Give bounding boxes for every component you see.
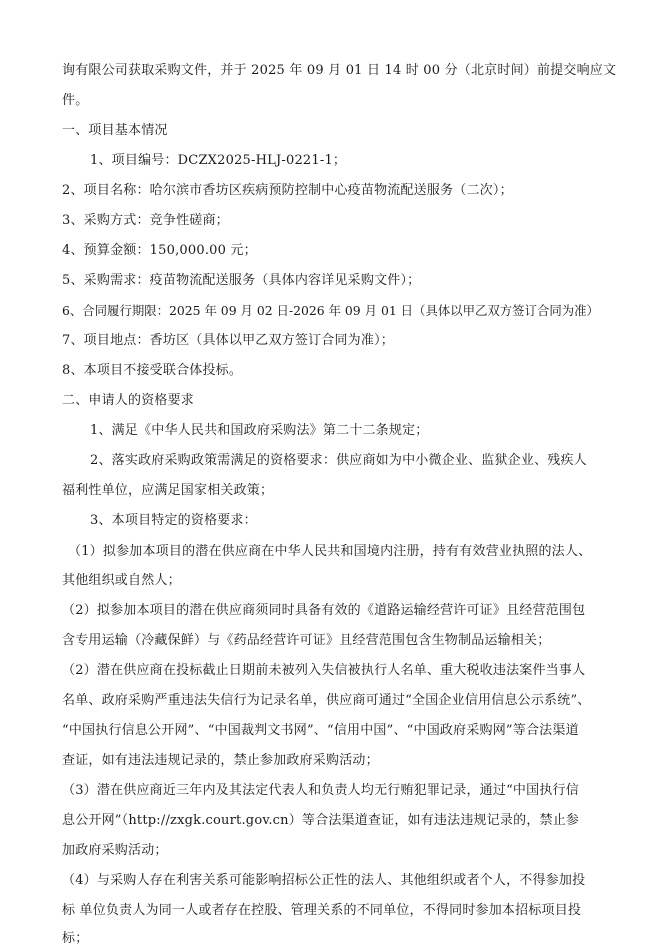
section-heading: 一、项目基本情况 [62,123,168,138]
text-line: （4）与采购人存在利害关系可能影响招标公正性的法人、其他组织或者个人，不得参加投 [62,873,586,888]
text-line: 3、采购方式：竞争性磋商； [62,213,229,228]
text-line: 含专用运输（冷藏保鲜）与《药品经营许可证》且经营范围包含生物制品运输相关； [62,633,551,648]
text-line: （1）拟参加本项目的潜在供应商在中华人民共和国境内注册，持有有效营业执照的法人、 [68,544,592,559]
text-line: 7、项目地点：香坊区（具体以甲乙双方签订合同为准）； [62,333,394,348]
text-line: 3、本项目特定的资格要求： [90,513,257,528]
text-line: 其他组织或自然人； [62,573,181,588]
text-line: （2）潜在供应商在投标截止日期前未被列入失信被执行人名单、重大税收违法案件当事人 [62,663,586,678]
text-line: 5、采购需求：疫苗物流配送服务（具体内容详见采购文件）； [62,273,421,288]
text-line: （3）潜在供应商近三年内及其法定代表人和负责人均无行贿犯罪记录，通过“中国执行信 [62,783,579,798]
text-line: “中国执行信息公开网”、“中国裁判文书网”、“信用中国”、“中国政府采购网”等合法渠道 [62,723,579,738]
text-line: 4、预算金额：150,000.00 元； [62,243,257,258]
text-line: 加政府采购活动； [62,843,168,858]
text-line: 查证，如有违法违规记录的，禁止参加政府采购活动； [62,753,379,768]
text-line: 1、项目编号：DCZX2025-HLJ-0221-1； [90,153,347,168]
text-line: （2）拟参加本项目的潜在供应商须同时具备有效的《道路运输经营许可证》且经营范围包 [62,603,586,618]
text-line: 福利性单位，应满足国家相关政策； [62,483,274,498]
text-line: 6、合同履行期限：2025 年 09 月 02 日-2026 年 09 月 01 日（具体以甲乙双方签订合同为准） [62,303,599,318]
text-line: 名单、政府采购严重违法失信行为记录名单，供应商可通过“全国企业信用信息公示系统”、 [62,693,591,708]
text-line: 询有限公司获取采购文件，并于 2025 年 09 月 01 日 14 时 00 分（北京时间）前提交响应文 [62,63,617,78]
text-line: 1、满足《中华人民共和国政府采购法》第二十二条规定； [90,423,429,438]
text-line: 2、落实政府采购政策需满足的资格要求：供应商如为中小微企业、监狱企业、残疾人 [90,453,587,468]
text-line: 件。 [62,93,89,108]
text-line: 8、本项目不接受联合体投标。 [62,363,243,378]
text-line: 2、项目名称：哈尔滨市香坊区疾病预防控制中心疫苗物流配送服务（二次）； [62,183,513,198]
text-line: 息公开网”（http://zxgk.court.gov.cn）等合法渠道查证，如有违法违规记录的，禁止参 [62,813,580,828]
section-heading: 二、申请人的资格要求 [62,393,195,408]
text-line: 标； [62,931,89,946]
text-line: 标 单位负责人为同一人或者存在控股、管理关系的不同单位，不得同时参加本招标项目投 [62,903,582,918]
